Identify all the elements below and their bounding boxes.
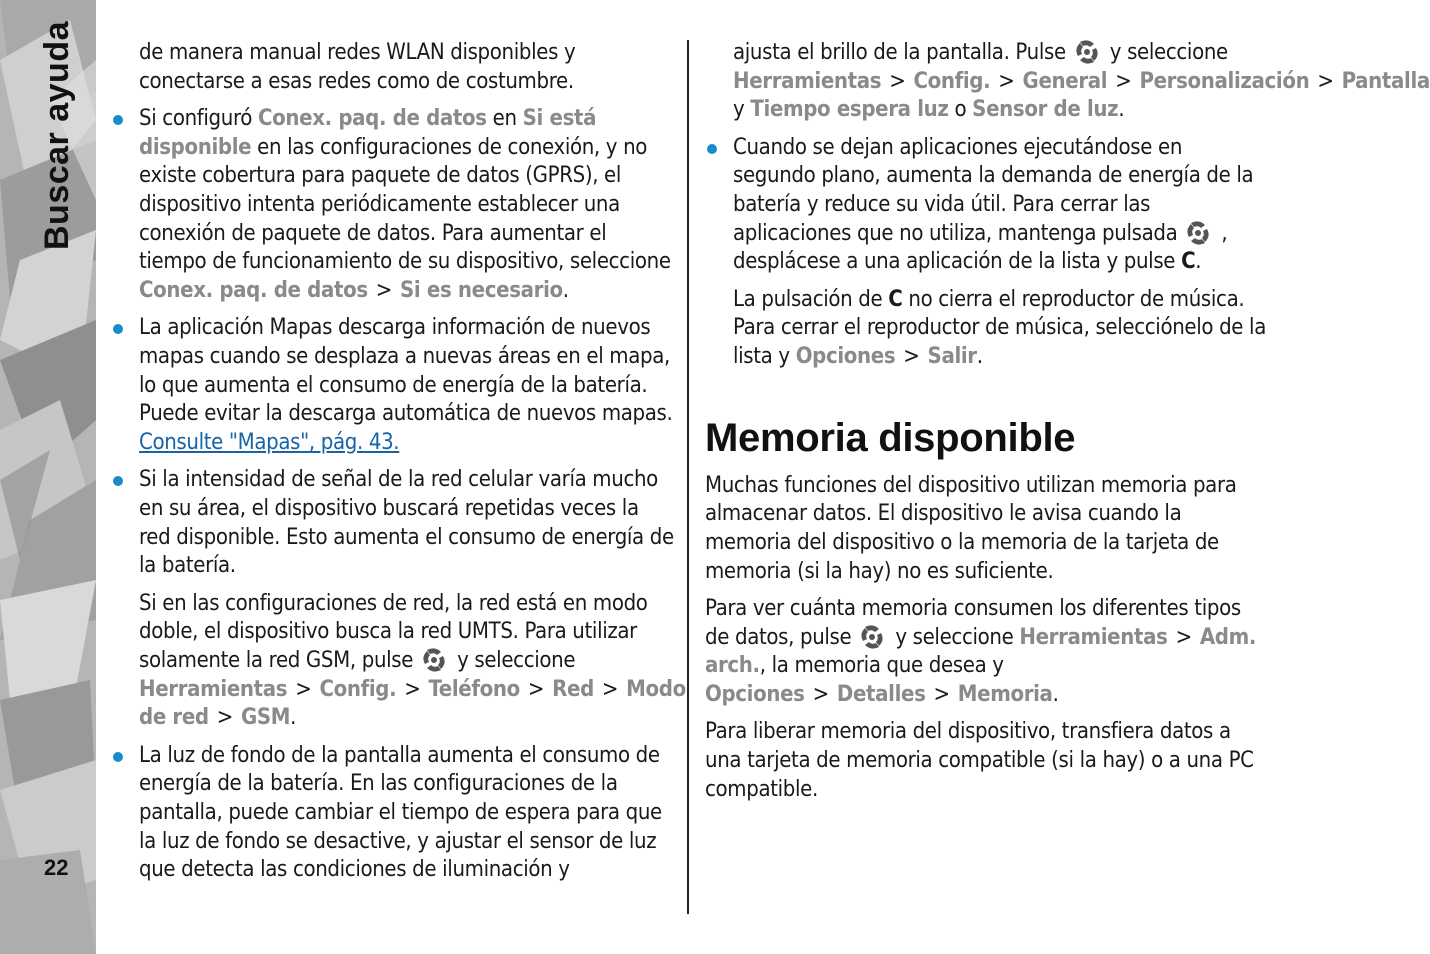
- menu-key-icon: [859, 624, 887, 650]
- maps-reference-link[interactable]: Consulte "Mapas", pág. 43.: [139, 430, 400, 456]
- ui-command: Red: [552, 676, 594, 702]
- ui-command: Salir: [927, 344, 977, 370]
- page-number: 22: [44, 855, 69, 880]
- ui-command: Sensor de luz: [972, 97, 1119, 123]
- ui-command: General: [1022, 68, 1108, 94]
- body-paragraph: Para liberar memoria del dispositivo, transfiera datos a una tarjeta de memoria compatible (si la hay) o a una PC compatible.: [705, 719, 1254, 802]
- body-paragraph: Muchas funciones del dispositivo utilizan memoria para almacenar datos. El dispositivo le avisa cuando la memoria del dispositivo o la memoria de la tarjeta de memoria (si la hay) no es suficiente.: [705, 472, 1237, 584]
- tips-list-right: [705, 134, 1267, 372]
- list-item: Cuando se dejan aplicaciones ejecutándose en segundo plano, aumenta la demanda de energía de la batería y reduce su vida útil. Para cerrar las aplicaciones que no utiliza, mantenga pulsada , desplácese a una aplicación de la lista y pulse C. La pulsación de C no cierra el reproductor de música. Para cerrar el reproductor de música, selecciónelo de la lista y Opciones > Salir.: [733, 134, 1267, 372]
- list-item: Si la intensidad de señal de la red celular varía mucho en su área, el dispositivo buscará repetidas veces la red disponible. Esto aumenta el consumo de energía de la batería. Si en las configuraciones de red, la red está en modo doble, el dispositivo busca la red UMTS. Para utilizar solamente la red GSM, pulse y seleccione Herramientas > Config. > Teléfono > Red > Modo de red > GSM.: [139, 466, 675, 733]
- section-title: Buscar ayuda: [38, 21, 76, 250]
- menu-key-icon: [421, 647, 449, 673]
- section-heading: Memoria disponible: [705, 415, 1076, 460]
- list-item: Si configuró Conex. paq. de datos en Si está disponible en las configuraciones de conexión, y no existe cobertura para paquete de datos (GPRS), el dispositivo intenta periódicamente establecer una conexión de paquete de datos. Para aumentar el tiempo de funcionamiento de su dispositivo, seleccione Conex. paq. de datos > Si es necesario.: [139, 105, 675, 306]
- ui-command: Conex. paq. de datos: [139, 278, 368, 304]
- ui-command: Opciones: [795, 344, 896, 370]
- intro-paragraph: de manera manual redes WLAN disponibles y conectarse a esas redes como de costumbre.: [139, 40, 576, 94]
- ui-command: Adm. arch.: [705, 624, 1257, 679]
- ui-command: Modo de red: [139, 676, 686, 731]
- ui-command: Herramientas: [1019, 624, 1168, 650]
- list-item: La aplicación Mapas descarga información de nuevos mapas cuando se desplaza a nuevas áreas en el mapa, lo que aumenta el consumo de energía de la batería. Puede evitar la descarga automática de nuevos mapas. Consulte "Mapas", pág. 43.: [139, 314, 675, 458]
- tips-list-left: [139, 105, 686, 885]
- ui-command: Opciones: [705, 682, 805, 708]
- key-label: C: [1181, 249, 1196, 275]
- ui-command: Teléfono: [428, 676, 520, 702]
- ui-command: Si está disponible: [139, 105, 597, 160]
- ui-command: Pantalla: [1341, 68, 1430, 94]
- menu-key-icon: [1074, 39, 1102, 65]
- sidebar: [0, 0, 96, 954]
- path-separator: >: [375, 278, 393, 304]
- menu-key-icon: [1185, 220, 1213, 246]
- column-divider: [687, 40, 689, 914]
- ui-command: Personalización: [1139, 68, 1310, 94]
- body-paragraph: Para ver cuánta memoria consumen los diferentes tipos de datos, pulse y seleccione Herramientas > Adm. arch., la memoria que desea y Opciones > Detalles > Memoria.: [705, 596, 1257, 708]
- right-column: [705, 39, 1430, 813]
- left-column: [139, 39, 686, 894]
- ui-command: GSM: [241, 705, 291, 731]
- list-item-continuation: Si en las configuraciones de red, la red está en modo doble, el dispositivo busca la red UMTS. Para utilizar solamente la red GSM, pulse y seleccione Herramientas > Config. > Teléfono > Red > Modo de red > GSM.: [139, 590, 686, 731]
- ui-command: Config.: [319, 676, 397, 702]
- ui-command: Herramientas: [733, 68, 882, 94]
- ui-command: Config.: [913, 68, 991, 94]
- ui-command: Conex. paq. de datos: [257, 105, 487, 131]
- list-item-continuation: ajusta el brillo de la pantalla. Pulse y seleccione Herramientas > Config. > General > Personalización > Pantalla y Tiempo espera luz o Sensor de luz.: [733, 40, 1430, 123]
- ui-command: Si es necesario: [400, 278, 563, 304]
- list-item-continuation: La pulsación de C no cierra el reproductor de música. Para cerrar el reproductor de música, selecciónelo de la lista y Opciones > Salir.: [733, 286, 1266, 370]
- ui-command: Detalles: [836, 682, 926, 708]
- ui-command: Tiempo espera luz: [750, 97, 949, 123]
- key-label: C: [888, 286, 903, 312]
- list-item: La luz de fondo de la pantalla aumenta el consumo de energía de la batería. En las configuraciones de la pantalla, puede cambiar el tiempo de espera para que la luz de fondo se desactive, y ajustar el sensor de luz que detecta las condiciones de iluminación y: [139, 742, 675, 886]
- ui-command: Memoria: [957, 682, 1053, 708]
- ui-command: Herramientas: [139, 676, 288, 702]
